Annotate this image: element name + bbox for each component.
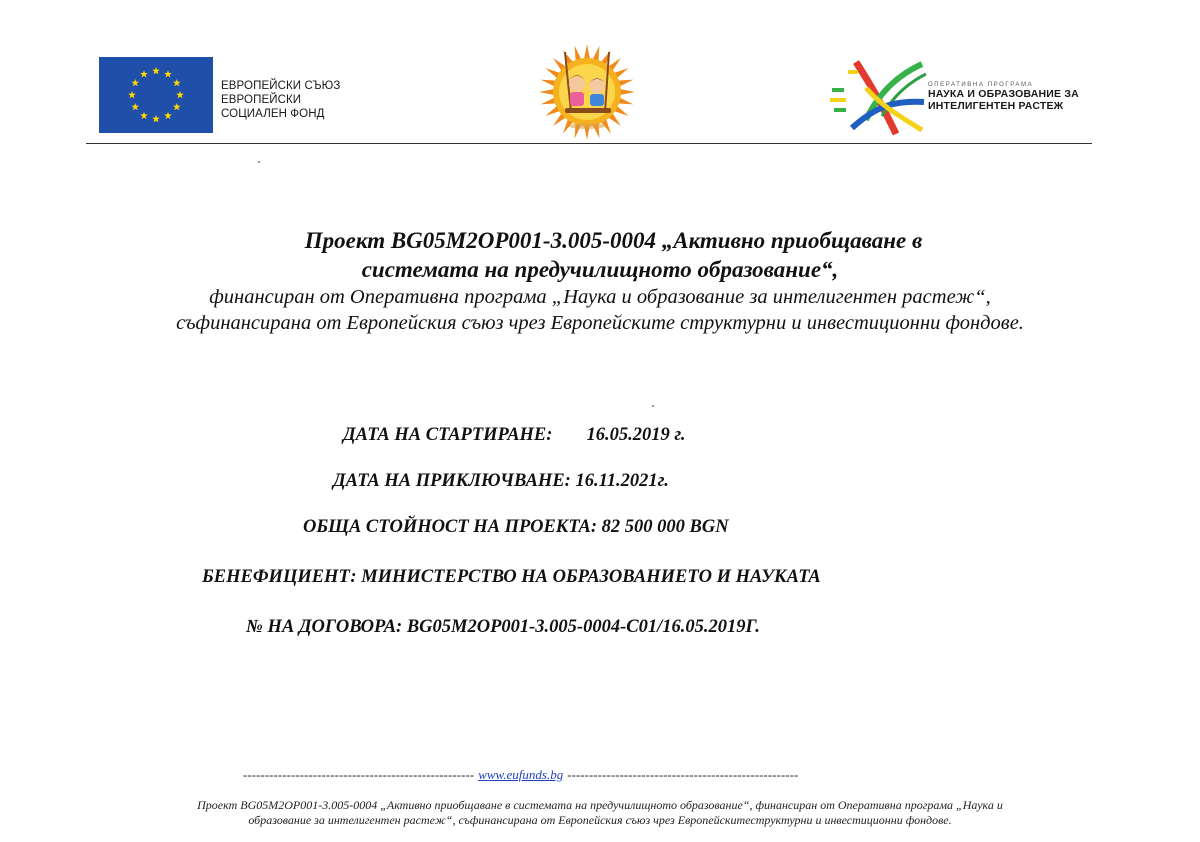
eu-logo-caption: [221, 79, 371, 121]
project-title-line-1: Проект BG05M2OP001-3.005-0004 „Активно приобщаване в: [304, 228, 923, 253]
footer-dashes-left: -----------------------------------------------------: [243, 768, 475, 782]
project-title-block: [60, 226, 1140, 336]
op-caption-line-1: НАУКА И ОБРАЗОВАНИЕ ЗА: [928, 88, 1079, 100]
kindergarten-swing-logo: [537, 42, 637, 142]
scan-speck: [652, 405, 654, 407]
operational-program-caption: [928, 82, 1098, 112]
op-small-caption: ОПЕРАТИВНА ПРОГРАМА: [928, 82, 1034, 88]
contract-number-row: № НА ДОГОВОРА: BG05M2OP001-3.005-0004-C01/16.05.2019Г.: [246, 617, 760, 637]
sun-ray-icon: [620, 89, 635, 95]
eufunds-link[interactable]: www.eufunds.bg: [478, 767, 564, 782]
project-funding-line-1: финансиран от Оперативна програма „Наука и образование за интелигентен растеж“,: [209, 286, 991, 308]
start-date-row: [343, 424, 686, 446]
eu-flag-logo: [99, 57, 213, 133]
project-value-row: ОБЩА СТОЙНОСТ НА ПРОЕКТА: 82 500 000 BGN: [303, 517, 729, 537]
eu-caption-line-1: ЕВРОПЕЙСКИ СЪЮЗ: [221, 80, 341, 92]
op-caption-line-2: ИНТЕЛИГЕНТЕН РАСТЕЖ: [928, 100, 1064, 112]
eu-caption-line-3: СОЦИАЛЕН ФОНД: [221, 108, 325, 120]
footer-link-line: [243, 767, 943, 783]
project-funding-line-2: съфинансирана от Европейския съюз чрез Европейските структурни и инвестиционни фондове.: [176, 312, 1024, 334]
operational-program-logo: [826, 58, 930, 136]
sun-ray-icon: [539, 89, 554, 95]
footer-note: [60, 798, 1140, 828]
project-title-line-2: системата на предучилищното образование“,: [361, 257, 839, 282]
header-divider: [86, 143, 1092, 144]
footer-note-line-2: образование за интелигентен растеж“, съфинансирана от Европейския съюз чрез Европейскитеструктурни и инвестиционни фондове.: [248, 813, 952, 827]
beneficiary-row: БЕНЕФИЦИЕНТ: МИНИСТЕРСТВО НА ОБРАЗОВАНИЕТО И НАУКАТА: [202, 567, 821, 587]
eu-caption-line-2: ЕВРОПЕЙСКИ: [221, 94, 302, 106]
footer-note-line-1: Проект BG05M2OP001-3.005-0004 „Активно приобщаване в системата на предучилищното образование“, финансиран от Оперативна програма „Наука и: [197, 798, 1003, 812]
sun-ray-icon: [584, 44, 590, 59]
scan-speck: [258, 161, 260, 163]
end-date-row: ДАТА НА ПРИКЛЮЧВАНЕ: 16.11.2021г.: [333, 471, 669, 491]
start-date-label: ДАТА НА СТАРТИРАНЕ:: [343, 425, 553, 445]
start-date-value: 16.05.2019 г.: [586, 425, 686, 445]
footer-dashes-right: -----------------------------------------------------: [567, 768, 799, 782]
